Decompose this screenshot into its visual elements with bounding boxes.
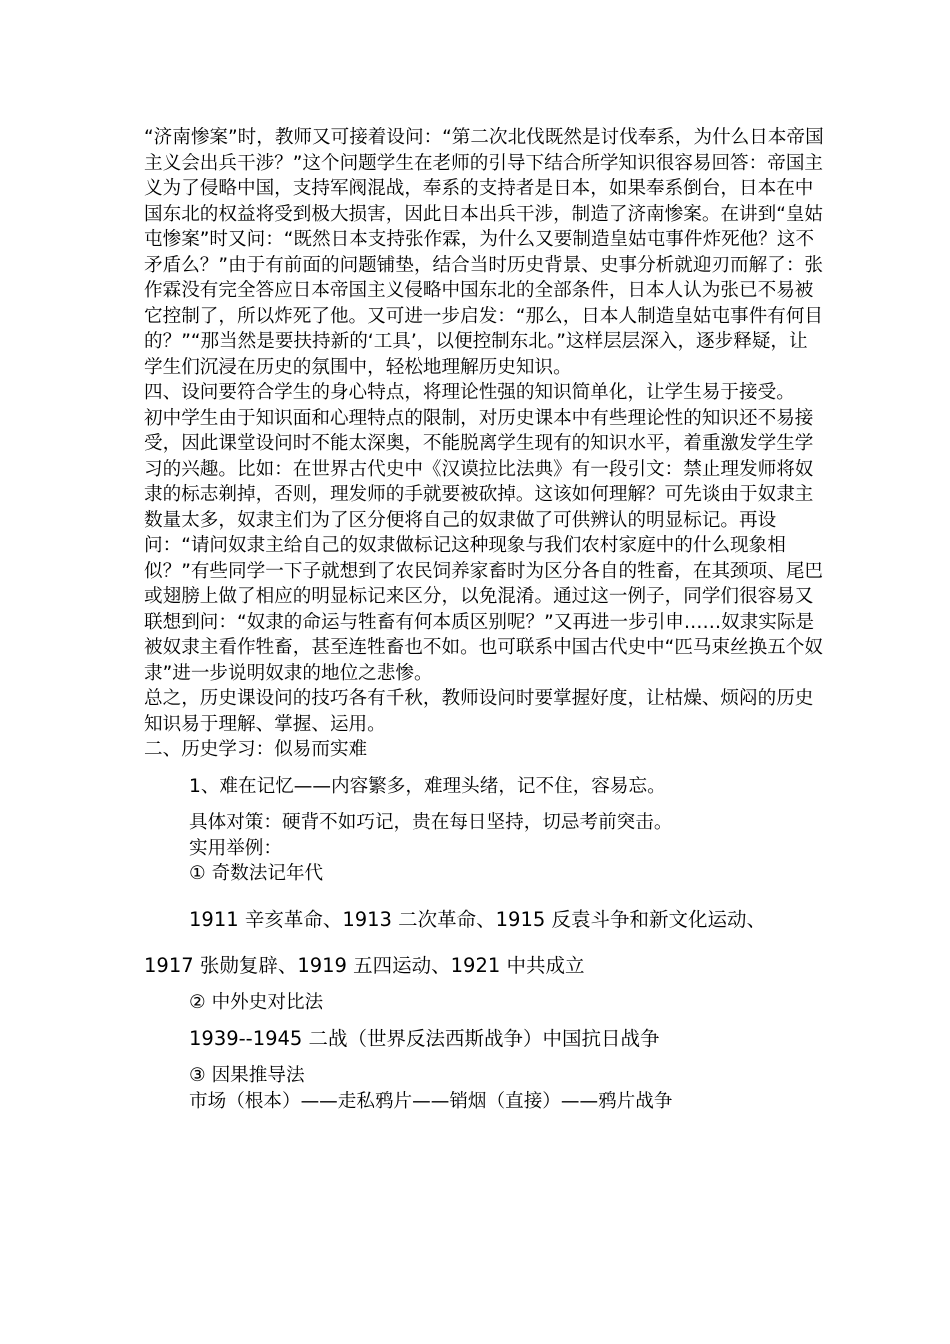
document-body: [144, 125, 824, 1114]
paragraph-strategy: 具体对策：硬背不如巧记，贵在每日坚持，切忌考前突击。: [189, 812, 673, 833]
list-item-causality: ③ 因果推导法: [189, 1065, 305, 1086]
year-list-line-1: 1911 辛亥革命、1913 二次革命、1915 反袁斗争和新文化运动、: [189, 907, 766, 931]
ww2-line: 1939--1945 二战（世界反法西斯战争）中国抗日战争: [189, 1027, 660, 1050]
paragraph-jinan-massacre: “济南惨案”时，教师又可接着设问：“第二次北伐既然是讨伐奉系，为什么日本帝国主义会出兵干涉？”这个问题学生在老师的引导下结合所学知识很容易回答：帝国主义为了侵略中国，支持军阀混战，奉系的支持者是日本，如果奉系倒台，日本在中国东北的权益将受到极大损害，因此日本出兵干涉，制造了济南惨案。在讲到“皇姑屯惨案”时又问：“既然日本支持张作霖，为什么又要制造皇姑屯事件炸死他？这不矛盾么？”由于有前面的问题铺垫，结合当时历史背景、史事分析就迎刃而解了：张作霖没有完全答应日本帝国主义侵略中国东北的全部条件，日本人认为张已不易被它控制了，所以炸死了他。又可进一步启发：“那么，日本人制造皇姑屯事件有何目的？”“那当然是要扶持新的‘工具’，以便控制东北。”这样层层深入，逐步释疑，让学生们沉浸在历史的氛围中，轻松地理解历史知识。: [144, 127, 824, 378]
year-list-line-2: 1917 张勋复辟、1919 五四运动、1921 中共成立: [144, 953, 585, 977]
spacer: [144, 933, 824, 953]
paragraph-hammurabi: 初中学生由于知识面和心理特点的限制，对历史课本中有些理论性的知识还不易接受，因此课堂设问时不能太深奥，不能脱离学生现有的知识水平，着重激发学生学习的兴趣。比如：在世界古代史中《汉谟拉比法典》有一段引文：禁止理发师将奴隶的标志剃掉，否则，理发师的手就要被砍掉。这该如何理解？可先谈由于奴隶主数量太多，奴隶主们为了区分便将自己的奴隶做了可供辨认的明显标记。再设问：“请问奴隶主给自己的奴隶做标记这种现象与我们农村家庭中的什么现象相似？”有些同学一下子就想到了农民饲养家畜时为区分各自的牲畜，在其颈项、尾巴或翅膀上做了相应的明显标记来区分，以免混淆。通过这一例子，同学们很容易又联想到问：“奴隶的命运与牲畜有何本质区别呢？”又再进一步引申……奴隶实际是被奴隶主看作牲畜，甚至连牲畜也不如。也可联系中国古代史中“匹马束丝换五个奴隶”进一步说明奴隶的地位之悲惨。: [144, 407, 824, 684]
spacer: [144, 887, 824, 907]
spacer: [144, 1015, 824, 1026]
spacer: [144, 1052, 824, 1063]
paragraph-examples-label: 实用举例：: [189, 837, 282, 859]
list-item-comparison: ② 中外史对比法: [189, 991, 324, 1013]
causality-chain: 市场（根本）——走私鸦片——销烟（直接）——鸦片战争: [189, 1090, 673, 1112]
paragraph-heading-four: 四、设问要符合学生的身心特点，将理论性强的知识简单化，让学生易于接受。: [144, 382, 795, 403]
section-heading-two: 二、历史学习：似易而实难: [144, 739, 368, 760]
paragraph-memory-difficulty: 1、难在记忆——内容繁多，难理头绪，记不住，容易忘。: [189, 775, 666, 797]
spacer: [144, 763, 824, 774]
spacer: [144, 799, 824, 810]
spacer: [144, 979, 824, 990]
paragraph-summary: 总之，历史课设问的技巧各有千秋，教师设问时要掌握好度，让枯燥、烦闷的历史知识易于理解、掌握、运用。: [144, 688, 814, 735]
list-item-odd-years: ① 奇数法记年代: [189, 863, 324, 884]
